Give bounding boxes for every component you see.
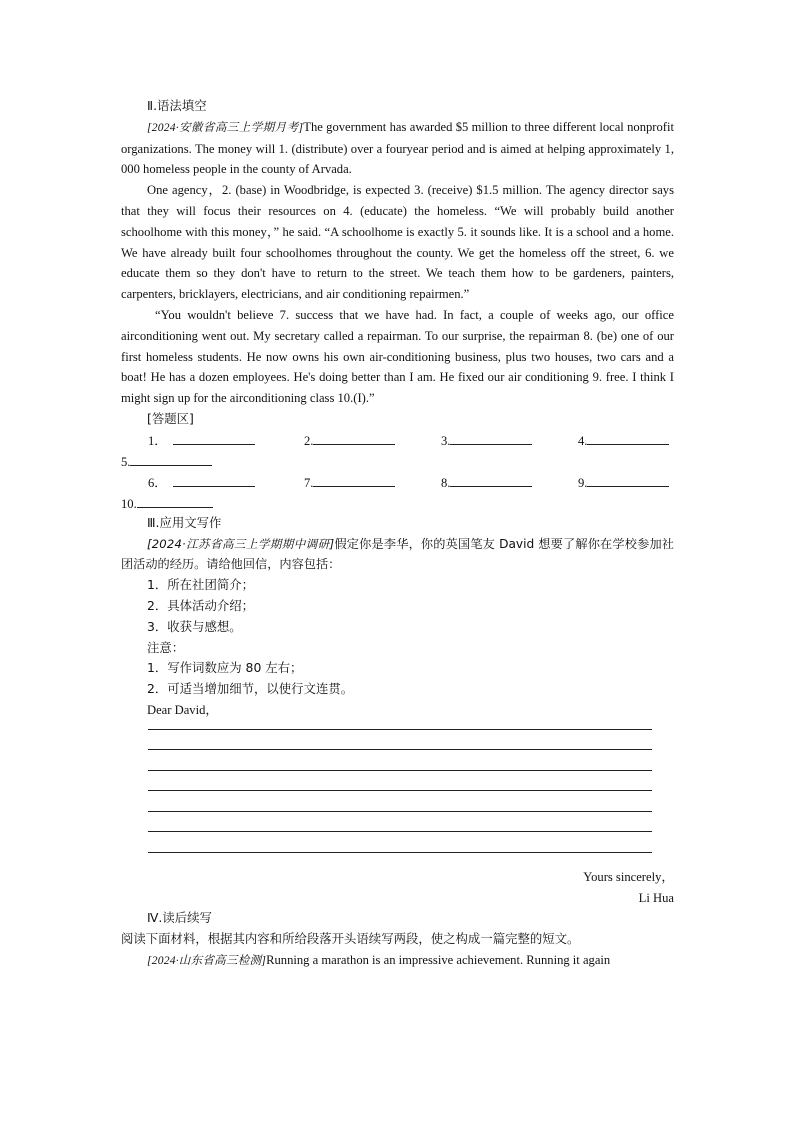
section3-heading: Ⅲ.应用文写作 xyxy=(147,514,222,530)
answer-line-1[interactable] xyxy=(173,430,255,445)
section3-source: [2024·江苏省高三上学期期中调研] xyxy=(147,536,335,551)
answer-line-3[interactable] xyxy=(450,430,532,445)
salutation: Dear David， xyxy=(147,702,218,717)
section4-heading: Ⅳ.读后续写 xyxy=(147,910,212,926)
note-1: 1．写作词数应为 80 左右； xyxy=(147,660,303,676)
writing-line[interactable] xyxy=(148,790,652,791)
section4-source: [2024·山东省高三检测] xyxy=(147,953,267,967)
answer-line-9[interactable] xyxy=(587,472,669,487)
answer-area xyxy=(121,430,674,513)
section3-prompt: [2024·江苏省高三上学期期中调研]假定你是李华，你的英国笔友 David 想要了解你在学校参加社团活动的经历。请给他回信，内容包括： xyxy=(121,536,674,572)
answer-line-10[interactable] xyxy=(137,493,213,508)
content-item-1: 1．所在社团简介； xyxy=(147,577,255,593)
answer-9: 9. xyxy=(578,472,669,494)
answer-2: 2. xyxy=(304,430,395,452)
section2-paragraph-3: “You wouldn't believe 7. success that we have had. In fact, a couple of weeks ago, our office airconditioning went out. My secretary called a repairman. To our surprise, the repairman 8. (be) one of our first homeless students. He now owns his own air-conditioning business, plus two houses, two cars and a boat! He has a dozen employees. He's doing better than I am. He fixed our air conditioning 9. free. I think I might sign up for the airconditioning class 10.(I).” xyxy=(121,307,674,406)
writing-line[interactable] xyxy=(148,831,652,832)
signature: Li Hua xyxy=(638,890,674,905)
writing-line[interactable] xyxy=(148,852,652,853)
writing-line[interactable] xyxy=(148,729,652,730)
answer-area-label: [答题区] xyxy=(147,410,194,426)
answer-line-6[interactable] xyxy=(173,472,255,487)
answer-5: 5. xyxy=(121,451,212,473)
section2-paragraph-1: [2024·安徽省高三上学期月考]The government has awarded $5 million to three different local nonprofit organizations. The money will 1. (distribute) over a fouryear period and is aimed at helping approximately 1, 000 homeless people in the county of Arvada. xyxy=(121,119,675,177)
answer-8: 8. xyxy=(441,472,532,494)
answer-7: 7. xyxy=(304,472,395,494)
note-label: 注意： xyxy=(147,639,185,655)
section2-paragraph-2: One agency，2. (base) in Woodbridge, is expected 3. (receive) $1.5 million. The agency director says that they will focus their resources on 4. (educate) the homeless. “We will probably build another schoolhome with this money，” he said. “A schoolhome is exactly 5. it sounds like. It is a school and a home. We have already built four schoolhomes throughout the county. We get the homeless off the street, 6. we educate them so they don't have to return to the street. We teach them how to be gardeners, painters, carpenters, bricklayers, electricians, and air conditioning repairmen.” xyxy=(121,183,675,302)
answer-line-8[interactable] xyxy=(450,472,532,487)
section2-source: [2024·安徽省高三上学期月考] xyxy=(147,120,304,134)
answer-4: 4. xyxy=(578,430,669,452)
writing-lines xyxy=(121,721,674,867)
content-item-2: 2．具体活动介绍； xyxy=(147,597,255,613)
answer-line-5[interactable] xyxy=(130,451,212,466)
closing: Yours sincerely， xyxy=(583,869,674,884)
answer-line-2[interactable] xyxy=(313,430,395,445)
writing-line[interactable] xyxy=(148,770,652,771)
answer-6: 6． xyxy=(148,472,255,494)
answer-3: 3. xyxy=(441,430,532,452)
answer-line-4[interactable] xyxy=(587,430,669,445)
section2-heading: Ⅱ.语法填空 xyxy=(147,98,207,113)
page-content xyxy=(121,96,674,972)
section4-paragraph: [2024·山东省高三检测]Running a marathon is an impressive achievement. Running it again xyxy=(147,952,611,967)
writing-line[interactable] xyxy=(148,749,652,750)
answer-10: 10. xyxy=(121,493,213,515)
section4-instruction: 阅读下面材料，根据其内容和所给段落开头语续写两段，使之构成一篇完整的短文。 xyxy=(121,931,580,947)
note-2: 2．可适当增加细节，以使行文连贯。 xyxy=(147,681,354,697)
answer-line-7[interactable] xyxy=(313,472,395,487)
answer-1: 1． xyxy=(148,430,255,452)
writing-line[interactable] xyxy=(148,811,652,812)
content-item-3: 3．收获与感想。 xyxy=(147,618,242,634)
